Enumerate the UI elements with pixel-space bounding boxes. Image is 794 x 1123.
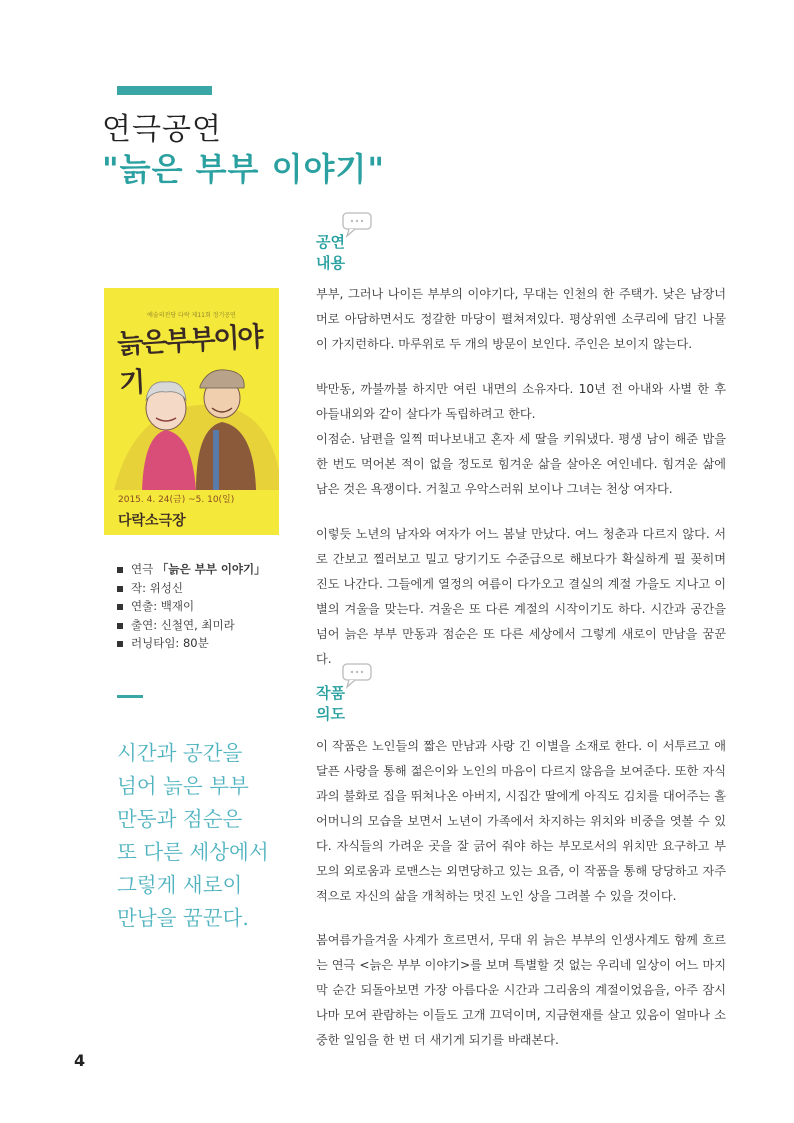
pull-quote-line: 넘어 늙은 부부 — [117, 774, 249, 798]
page-main-title: "늙은 부부 이야기" — [102, 150, 386, 188]
speech-bubble-icon — [340, 210, 374, 238]
poster-title: 늙은부부이야기 — [116, 321, 263, 400]
poster-theatre: 다락소극장 — [118, 513, 186, 529]
pull-quote-line: 그렇게 새로이 — [117, 873, 243, 897]
credits-list — [117, 560, 266, 653]
intent-paragraph: 봄여름가을겨울 사계가 흐르면서, 무대 위 늙은 부부의 인생사계도 함께 흐르는 연극 <늙은 부부 이야기>를 보며 특별할 것 없는 우리네 일상이 어느 마지막 순간 되돌아보면 가장 아름다운 시간과 그리움의 계절이었음을, 아주 잠시나마 모여 관람하는 이들도 고개 끄덕이며, 지금현재를 살고 있음이 얼마나 소중한 일임을 한 번 더 새기게 되기를 바래본다. — [316, 933, 726, 1047]
section-label-line: 내용 — [316, 254, 345, 272]
poster-top-text: 예술의전당 다락 제11회 정기공연 — [147, 312, 236, 319]
poster-illustration — [104, 350, 279, 490]
content-paragraph: 박만동, 까불까불 하지만 여린 내면의 소유자다. 10년 전 아내와 사별 한 후 아들내외와 같이 살다가 독립하려고 한다. — [316, 382, 726, 421]
speech-bubble-icon — [340, 661, 374, 689]
content-paragraph: 이렇듯 노년의 남자와 여자가 어느 봄날 만났다. 여느 청춘과 다르지 않다. 서로 간보고 찔러보고 밀고 당기기도 수준급으로 해보다가 확실하게 필 꽂히며 진도 나간다. 그들에게 열정의 여름이 다가오고 결실의 계절 가을도 지나고 이별의 겨울을 맞는다. 겨울은 또 다른 계절의 시작이기도 하다. 시간과 공간을 넘어 늙은 부부 만동과 점순은 또 다른 세상에서 그렇게 새로이 만남을 꿈꾼다. — [316, 527, 726, 666]
pull-quote-line: 시간과 공간을 — [117, 741, 243, 765]
section-label-line: 공연 — [316, 233, 345, 251]
content-paragraph: 이점순. 남편을 일찍 떠나보내고 혼자 세 딸을 키워냈다. 평생 남이 해준 밥을 한 번도 먹어본 적이 없을 정도로 힘겨운 삶을 살아온 여인네다. 힘겨운 삶에 남은 것은 욕쟁이다. 거칠고 우악스러워 보이나 그녀는 천상 여자다. — [316, 432, 726, 496]
credit-item: 작: 위성신 — [117, 579, 266, 598]
play-poster — [104, 288, 279, 535]
section-label-content — [316, 232, 356, 274]
credit-item: 연출: 백재이 — [117, 597, 266, 616]
poster-date: 2015. 4. 24(금) ~5. 10(일) — [118, 495, 235, 505]
credit-item: 출연: 신철연, 최미라 — [117, 616, 266, 635]
pull-quote-line: 만동과 점순은 — [117, 807, 243, 831]
section-label-line: 의도 — [316, 705, 345, 723]
header-accent-bar — [117, 86, 212, 95]
pull-quote — [117, 737, 297, 935]
credit-item: 러닝타임: 80분 — [117, 634, 266, 653]
content-paragraph: 부부, 그러나 나이든 부부의 이야기다, 무대는 인천의 한 주택가. 낮은 남장너머로 아담하면서도 정갈한 마당이 펼쳐져있다. 평상위엔 소쿠리에 담긴 나물이 가지런하다. 마루위로 두 개의 방문이 보인다. 주인은 보이지 않는다. — [316, 287, 726, 351]
section-label-line: 작품 — [316, 684, 345, 702]
pull-quote-line: 만남을 꿈꾼다. — [117, 906, 249, 930]
pull-quote-line: 또 다른 세상에서 — [117, 840, 269, 864]
quote-accent-bar — [117, 695, 143, 698]
page-category-title: 연극공연 — [102, 112, 222, 147]
credit-item: 연극 「늙은 부부 이야기」 — [117, 560, 266, 579]
page-number: 4 — [74, 1051, 86, 1070]
intent-paragraph: 이 작품은 노인들의 짧은 만남과 사랑 긴 이별을 소재로 한다. 이 서투르고 애달픈 사랑을 통해 젊은이와 노인의 마음이 다르지 않음을 보여준다. 또한 자식과의 불화로 집을 뛰쳐나온 아버지, 시집간 딸에게 아직도 김치를 대어주는 홀어머니의 모습을 보면서 노년이 가족에서 차지하는 위치와 비중을 엿볼 수 있다. 자식들의 가려운 곳을 잘 긁어 줘야 하는 부모로서의 위치만 요구하고 부모의 외로움과 로맨스는 외면당하고 있는 요즘, 이 작품을 통해 당당하고 자주적으로 자신의 삶을 개척하는 멋진 노인 상을 그려볼 수 있을 것이다. — [316, 739, 726, 903]
section-label-intent — [316, 683, 356, 725]
